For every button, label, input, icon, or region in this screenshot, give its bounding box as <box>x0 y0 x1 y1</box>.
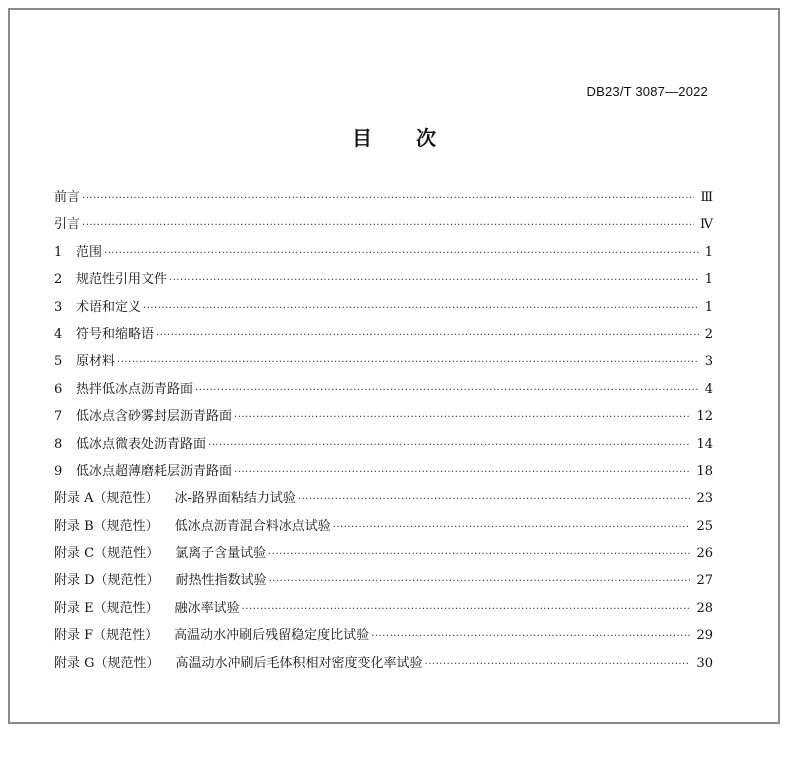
toc-entry-number: 1 <box>54 244 63 260</box>
toc-leader-dots <box>208 440 690 451</box>
title-part-1: 目 <box>352 126 372 150</box>
toc-entry-label: 低冰点超薄磨耗层沥青路面 <box>76 463 233 479</box>
toc-entry-label: 范围 <box>76 244 103 260</box>
toc-page-number: Ⅲ <box>700 190 713 205</box>
toc-entry-chapter-9[interactable] <box>54 460 713 487</box>
toc-entry-label: 高温动水冲刷后残留稳定度比试验 <box>174 628 370 644</box>
toc-page-number: 26 <box>696 546 713 562</box>
toc-entry-label: 引言 <box>54 217 81 233</box>
toc-leader-dots <box>156 330 699 341</box>
toc-entry-number: 2 <box>54 272 63 288</box>
toc-appendix-prefix: 附录 C（规范性） <box>54 546 160 562</box>
toc-entry-appendix-g[interactable] <box>54 652 713 679</box>
toc-page-number: 1 <box>704 272 713 288</box>
toc-entry-appendix-b[interactable] <box>54 515 713 542</box>
toc-page-number: 27 <box>696 573 713 589</box>
toc-leader-dots <box>82 193 694 204</box>
toc-page-number: 12 <box>696 409 713 425</box>
toc-entry-number: 5 <box>54 354 63 370</box>
toc-leader-dots <box>268 549 690 560</box>
toc-entry-chapter-1[interactable] <box>54 241 713 268</box>
toc-entry-label: 冰-路界面粘结力试验 <box>174 491 296 507</box>
toc-entry-appendix-f[interactable] <box>54 624 713 651</box>
toc-appendix-prefix: 附录 E（规范性） <box>54 600 159 616</box>
toc-appendix-prefix: 附录 B（规范性） <box>54 518 159 534</box>
toc-entry-label: 高温动水冲刷后毛体积相对密度变化率试验 <box>175 655 423 671</box>
toc-leader-dots <box>269 576 691 587</box>
toc-page-number: 1 <box>704 244 713 260</box>
toc-entry-chapter-2[interactable] <box>54 268 713 295</box>
document-page <box>8 8 780 724</box>
toc-page-number: 18 <box>696 463 713 479</box>
toc-entry-label: 低冰点微表处沥青路面 <box>76 436 207 452</box>
toc-leader-dots <box>82 220 694 231</box>
toc-entry-label: 融冰率试验 <box>174 600 240 616</box>
toc-entry-appendix-e[interactable] <box>54 597 713 624</box>
table-of-contents <box>54 186 713 679</box>
toc-page-number: 1 <box>704 299 713 315</box>
toc-appendix-prefix: 附录 D（规范性） <box>54 573 160 589</box>
toc-page-number: 14 <box>696 436 713 452</box>
toc-leader-dots <box>298 494 691 505</box>
toc-leader-dots <box>169 275 699 286</box>
toc-entry-label: 术语和定义 <box>76 299 142 315</box>
toc-entry-chapter-7[interactable] <box>54 405 713 432</box>
toc-entry-number: 4 <box>54 326 63 342</box>
toc-leader-dots <box>195 385 699 396</box>
toc-entry-appendix-a[interactable] <box>54 487 713 514</box>
toc-entry-chapter-3[interactable] <box>54 296 713 323</box>
toc-entry-label: 低冰点含砂雾封层沥青路面 <box>76 409 233 425</box>
toc-entry-number: 7 <box>54 409 63 425</box>
toc-entry-chapter-6[interactable] <box>54 378 713 405</box>
toc-entry-label: 耐热性指数试验 <box>175 573 267 589</box>
toc-entry-number: 6 <box>54 381 63 397</box>
toc-leader-dots <box>371 631 690 642</box>
toc-leader-dots <box>117 357 699 368</box>
toc-entry-introduction[interactable] <box>54 213 713 240</box>
title-part-2: 次 <box>416 126 436 150</box>
page-title <box>10 122 778 151</box>
toc-entry-foreword[interactable] <box>54 186 713 213</box>
toc-appendix-prefix: 附录 A（规范性） <box>54 491 159 507</box>
toc-page-number: 30 <box>696 655 713 671</box>
toc-entry-number: 8 <box>54 436 63 452</box>
toc-entry-appendix-d[interactable] <box>54 569 713 596</box>
toc-page-number: 3 <box>704 354 713 370</box>
toc-entry-label: 原材料 <box>76 354 116 370</box>
toc-entry-chapter-5[interactable] <box>54 350 713 377</box>
toc-page-number: 25 <box>696 518 713 534</box>
toc-entry-label: 规范性引用文件 <box>76 272 168 288</box>
toc-entry-label: 低冰点沥青混合料冰点试验 <box>174 518 331 534</box>
toc-page-number: Ⅳ <box>700 217 713 233</box>
toc-entry-number: 9 <box>54 463 63 479</box>
toc-leader-dots <box>242 604 691 615</box>
toc-leader-dots <box>104 248 699 259</box>
toc-page-number: 28 <box>696 600 713 616</box>
toc-entry-label: 氯离子含量试验 <box>175 546 267 562</box>
toc-leader-dots <box>143 303 699 314</box>
toc-entry-label: 热拌低冰点沥青路面 <box>76 381 194 397</box>
toc-entry-number: 3 <box>54 299 63 315</box>
toc-leader-dots <box>234 412 690 423</box>
toc-entry-appendix-c[interactable] <box>54 542 713 569</box>
toc-page-number: 4 <box>704 381 713 397</box>
toc-entry-chapter-4[interactable] <box>54 323 713 350</box>
toc-page-number: 2 <box>704 326 713 342</box>
toc-page-number: 23 <box>696 491 713 507</box>
toc-leader-dots <box>333 522 691 533</box>
toc-entry-label: 前言 <box>54 190 81 205</box>
toc-leader-dots <box>234 467 690 478</box>
toc-appendix-prefix: 附录 F（规范性） <box>54 628 159 644</box>
document-code: DB23/T 3087—2022 <box>586 84 708 99</box>
toc-leader-dots <box>425 659 691 670</box>
toc-entry-label: 符号和缩略语 <box>76 326 155 342</box>
toc-appendix-prefix: 附录 G（规范性） <box>54 655 160 671</box>
toc-page-number: 29 <box>696 628 713 644</box>
toc-entry-chapter-8[interactable] <box>54 433 713 460</box>
